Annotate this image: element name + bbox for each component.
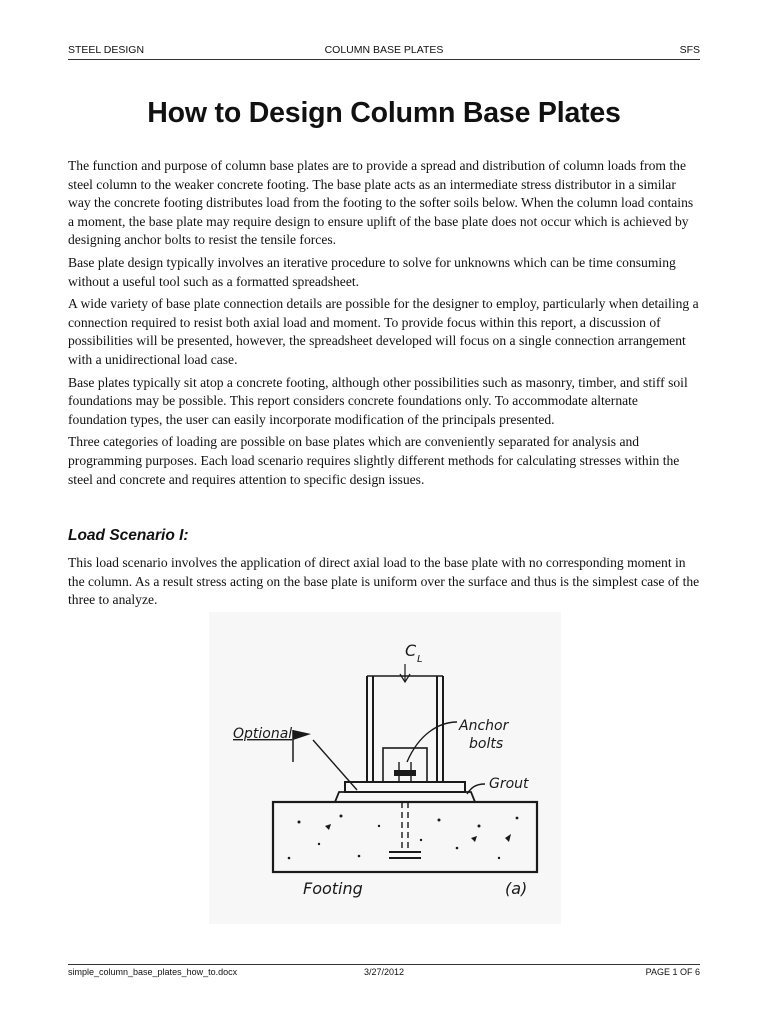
page-title: How to Design Column Base Plates [147, 97, 621, 129]
footer-rule [68, 964, 700, 965]
optional-label: Optional [233, 726, 293, 742]
centerline-label: C [405, 641, 417, 660]
paragraph: Base plate design typically involves an iterative procedure to solve for unknowns which can be time consuming without a useful tool such as a formatted spreadsheet. [68, 254, 676, 289]
paragraph: Base plates typically sit atop a concrete footing, although other possibilities such as masonry, timber, and stiff soil foundations may be possible. This report considers concrete foundations only. To accommodate alternate foundation types, the user can easily incorporate modification of the principals presented. [68, 374, 688, 427]
anchor-leader [407, 722, 457, 762]
case-label: (a) [505, 879, 528, 898]
paragraph: Three categories of loading are possible on base plates which are conveniently separated for analysis and programming purposes. Each load scenario requires slightly different methods for calculating stresses within the steel and concrete and requires attention to specific design issues. [68, 434, 680, 487]
optional-leader [313, 740, 357, 790]
footing [273, 802, 537, 872]
paragraph: This load scenario involves the application of direct axial load to the base plate with no corresponding moment in the column. As a result stress acting on the base plate is uniform over the surface and thus is the simplest case of the three to analyze. [68, 555, 700, 608]
grout-pad [335, 792, 475, 802]
paragraph: A wide variety of base plate connection details are possible for the designer to employ, particularly when detailing a connection required to resist both axial load and moment. To provide focus within this report, a discussion of possibilities will be presented, however, the spreadsheet developed will focus on a single connection arrangement with a unidirectional load case. [68, 296, 699, 367]
section-heading: Load Scenario I: [68, 527, 189, 544]
page-footer [68, 967, 700, 979]
intro-body [68, 157, 700, 493]
header-center: COLUMN BASE PLATES [324, 44, 444, 56]
section-body [68, 554, 700, 610]
bolt-box [383, 748, 427, 782]
base-plate [345, 782, 465, 792]
footer-page: PAGE 1 OF 6 [645, 967, 700, 977]
header-right: SFS [679, 44, 700, 56]
bolts-label: bolts [469, 736, 504, 752]
anchor-label: Anchor [459, 718, 509, 734]
grout-label: Grout [489, 776, 529, 792]
header-rule [68, 59, 700, 60]
paragraph: The function and purpose of column base plates are to provide a spread and distribution of column loads from the steel column to the weaker concrete footing. The base plate acts as an intermediate stress distributor in a similar way the concrete footing distributes load from the footing to the softer soils below. When the column load contains a moment, the base plate may require design to ensure uplift of the base plate does not occur which is achieved by designing anchor bolts to resist the tensile forces. [68, 158, 694, 248]
centerline-label-sub: L [417, 654, 423, 665]
page-header [68, 44, 700, 58]
base-plate-drawing [209, 612, 561, 924]
footer-date: 3/27/2012 [363, 967, 405, 977]
header-left: STEEL DESIGN [68, 44, 145, 56]
base-plate-figure [209, 612, 561, 924]
footing-label: Footing [303, 879, 363, 898]
footer-filename: simple_column_base_plates_how_to.docx [68, 967, 238, 977]
